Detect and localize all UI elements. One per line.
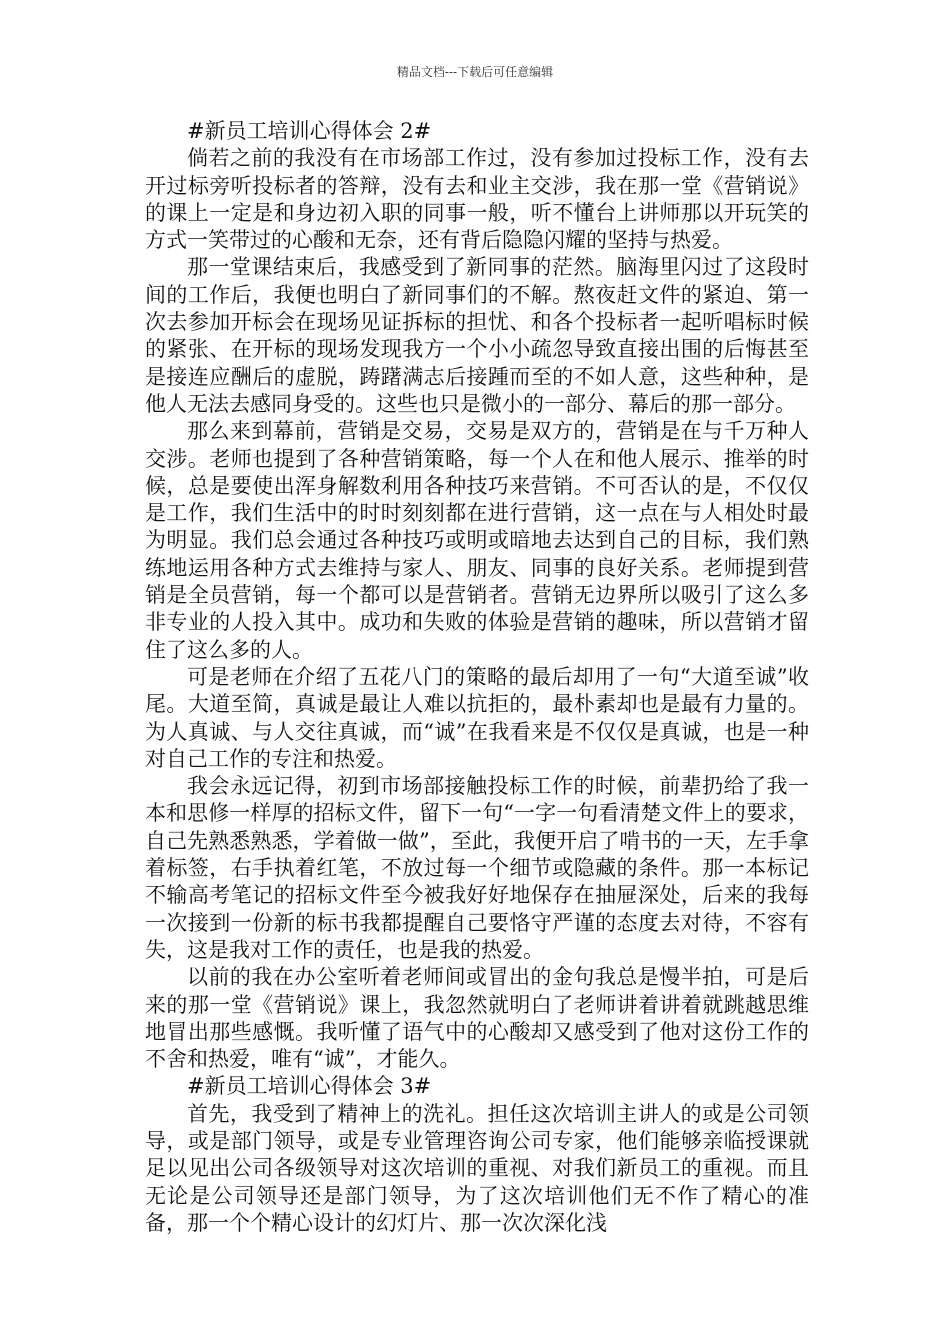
paragraph: 倘若之前的我没有在市场部工作过，没有参加过投标工作，没有去开过标旁听投标者的答辩，没有去和业主交涉，我在那一堂《营销说》的课上一定是和身边初入职的同事一般，听不懂台上讲师那以开玩笑的方式一笑带过的心酸和无奈，还有背后隐隐闪耀的坚持与热爱。 bbox=[145, 146, 809, 253]
document-body bbox=[145, 118, 809, 1237]
paragraph: 那么来到幕前，营销是交易，交易是双方的，营销是在与千万种人交涉。老师也提到了各种营销策略，每一个人在和他人展示、推举的时候，总是要使出浑身解数利用各种技巧来营销。不可否认的是，不仅仅是工作，我们生活中的时时刻刻都在进行营销，这一点在与人相处时最为明显。我们总会通过各种技巧或明或暗地去达到自己的目标，我们熟练地运用各种方式去维持与家人、朋友、同事的良好关系。老师提到营销是全员营销，每一个都可以是营销者。营销无边界所以吸引了这么多非专业的人投入其中。成功和失败的体验是营销的趣味，所以营销才留住了这么多的人。 bbox=[145, 419, 809, 662]
paragraph: 首先，我受到了精神上的洗礼。担任这次培训主讲人的或是公司领导，或是部门领导，或是专业管理咨询公司专家，他们能够亲临授课就足以见出公司各级领导对这次培训的重视、对我们新员工的重视。而且无论是公司领导还是部门领导，为了这次培训他们无不作了精心的准备，那一个个精心设计的幻灯片、那一次次深化浅 bbox=[145, 1101, 809, 1235]
section-heading: #新员工培训心得体会 2# bbox=[187, 119, 432, 143]
section-heading: #新员工培训心得体会 3# bbox=[187, 1074, 432, 1099]
paragraph: 那一堂课结束后，我感受到了新同事的茫然。脑海里闪过了这段时间的工作后，我便也明白了新同事们的不解。熬夜赶文件的紧迫、第一次去参加开标会在现场见证拆标的担忧、和各个投标者一起听唱标时候的紧张、在开标的现场发现我方一个小小疏忽导致直接出围的后悔甚至是接连应酬后的虚脱，踌躇满志后接踵而至的不如人意，这些种种，是他人无法去感同身受的。这些也只是微小的一部分、幕后的那一部分。 bbox=[145, 255, 809, 416]
paragraph: 我会永远记得，初到市场部接触投标工作的时候，前辈扔给了我一本和思修一样厚的招标文件，留下一句“一字一句看清楚文件上的要求，自己先熟悉熟悉，学着做一做”，至此，我便开启了啃书的一天，左手拿着标签，右手执着红笔，不放过每一个细节或隐藏的条件。那一本标记不输高考笔记的招标文件至今被我好好地保存在抽屉深处，后来的我每一次接到一份新的标书我都提醒自己要恪守严谨的态度去对待，不容有失，这是我对工作的责任，也是我的热爱。 bbox=[145, 774, 809, 962]
paragraph: 可是老师在介绍了五花八门的策略的最后却用了一句“大道至诚”收尾。大道至简，真诚是最让人难以抗拒的，最朴素却也是最有力量的。为人真诚、与人交往真诚，而“诚”在我看来是不仅仅是真诚，也是一种对自己工作的专注和热爱。 bbox=[145, 664, 809, 771]
paragraph: 以前的我在办公室听着老师间或冒出的金句我总是慢半拍，可是后来的那一堂《营销说》课上，我忽然就明白了老师讲着讲着就跳越思维地冒出那些感慨。我听懂了语气中的心酸却又感受到了他对这份工作的不舍和热爱，唯有“诚”，才能久。 bbox=[145, 965, 809, 1072]
page-header: 精品文档---下载后可任意编辑 bbox=[396, 65, 554, 79]
